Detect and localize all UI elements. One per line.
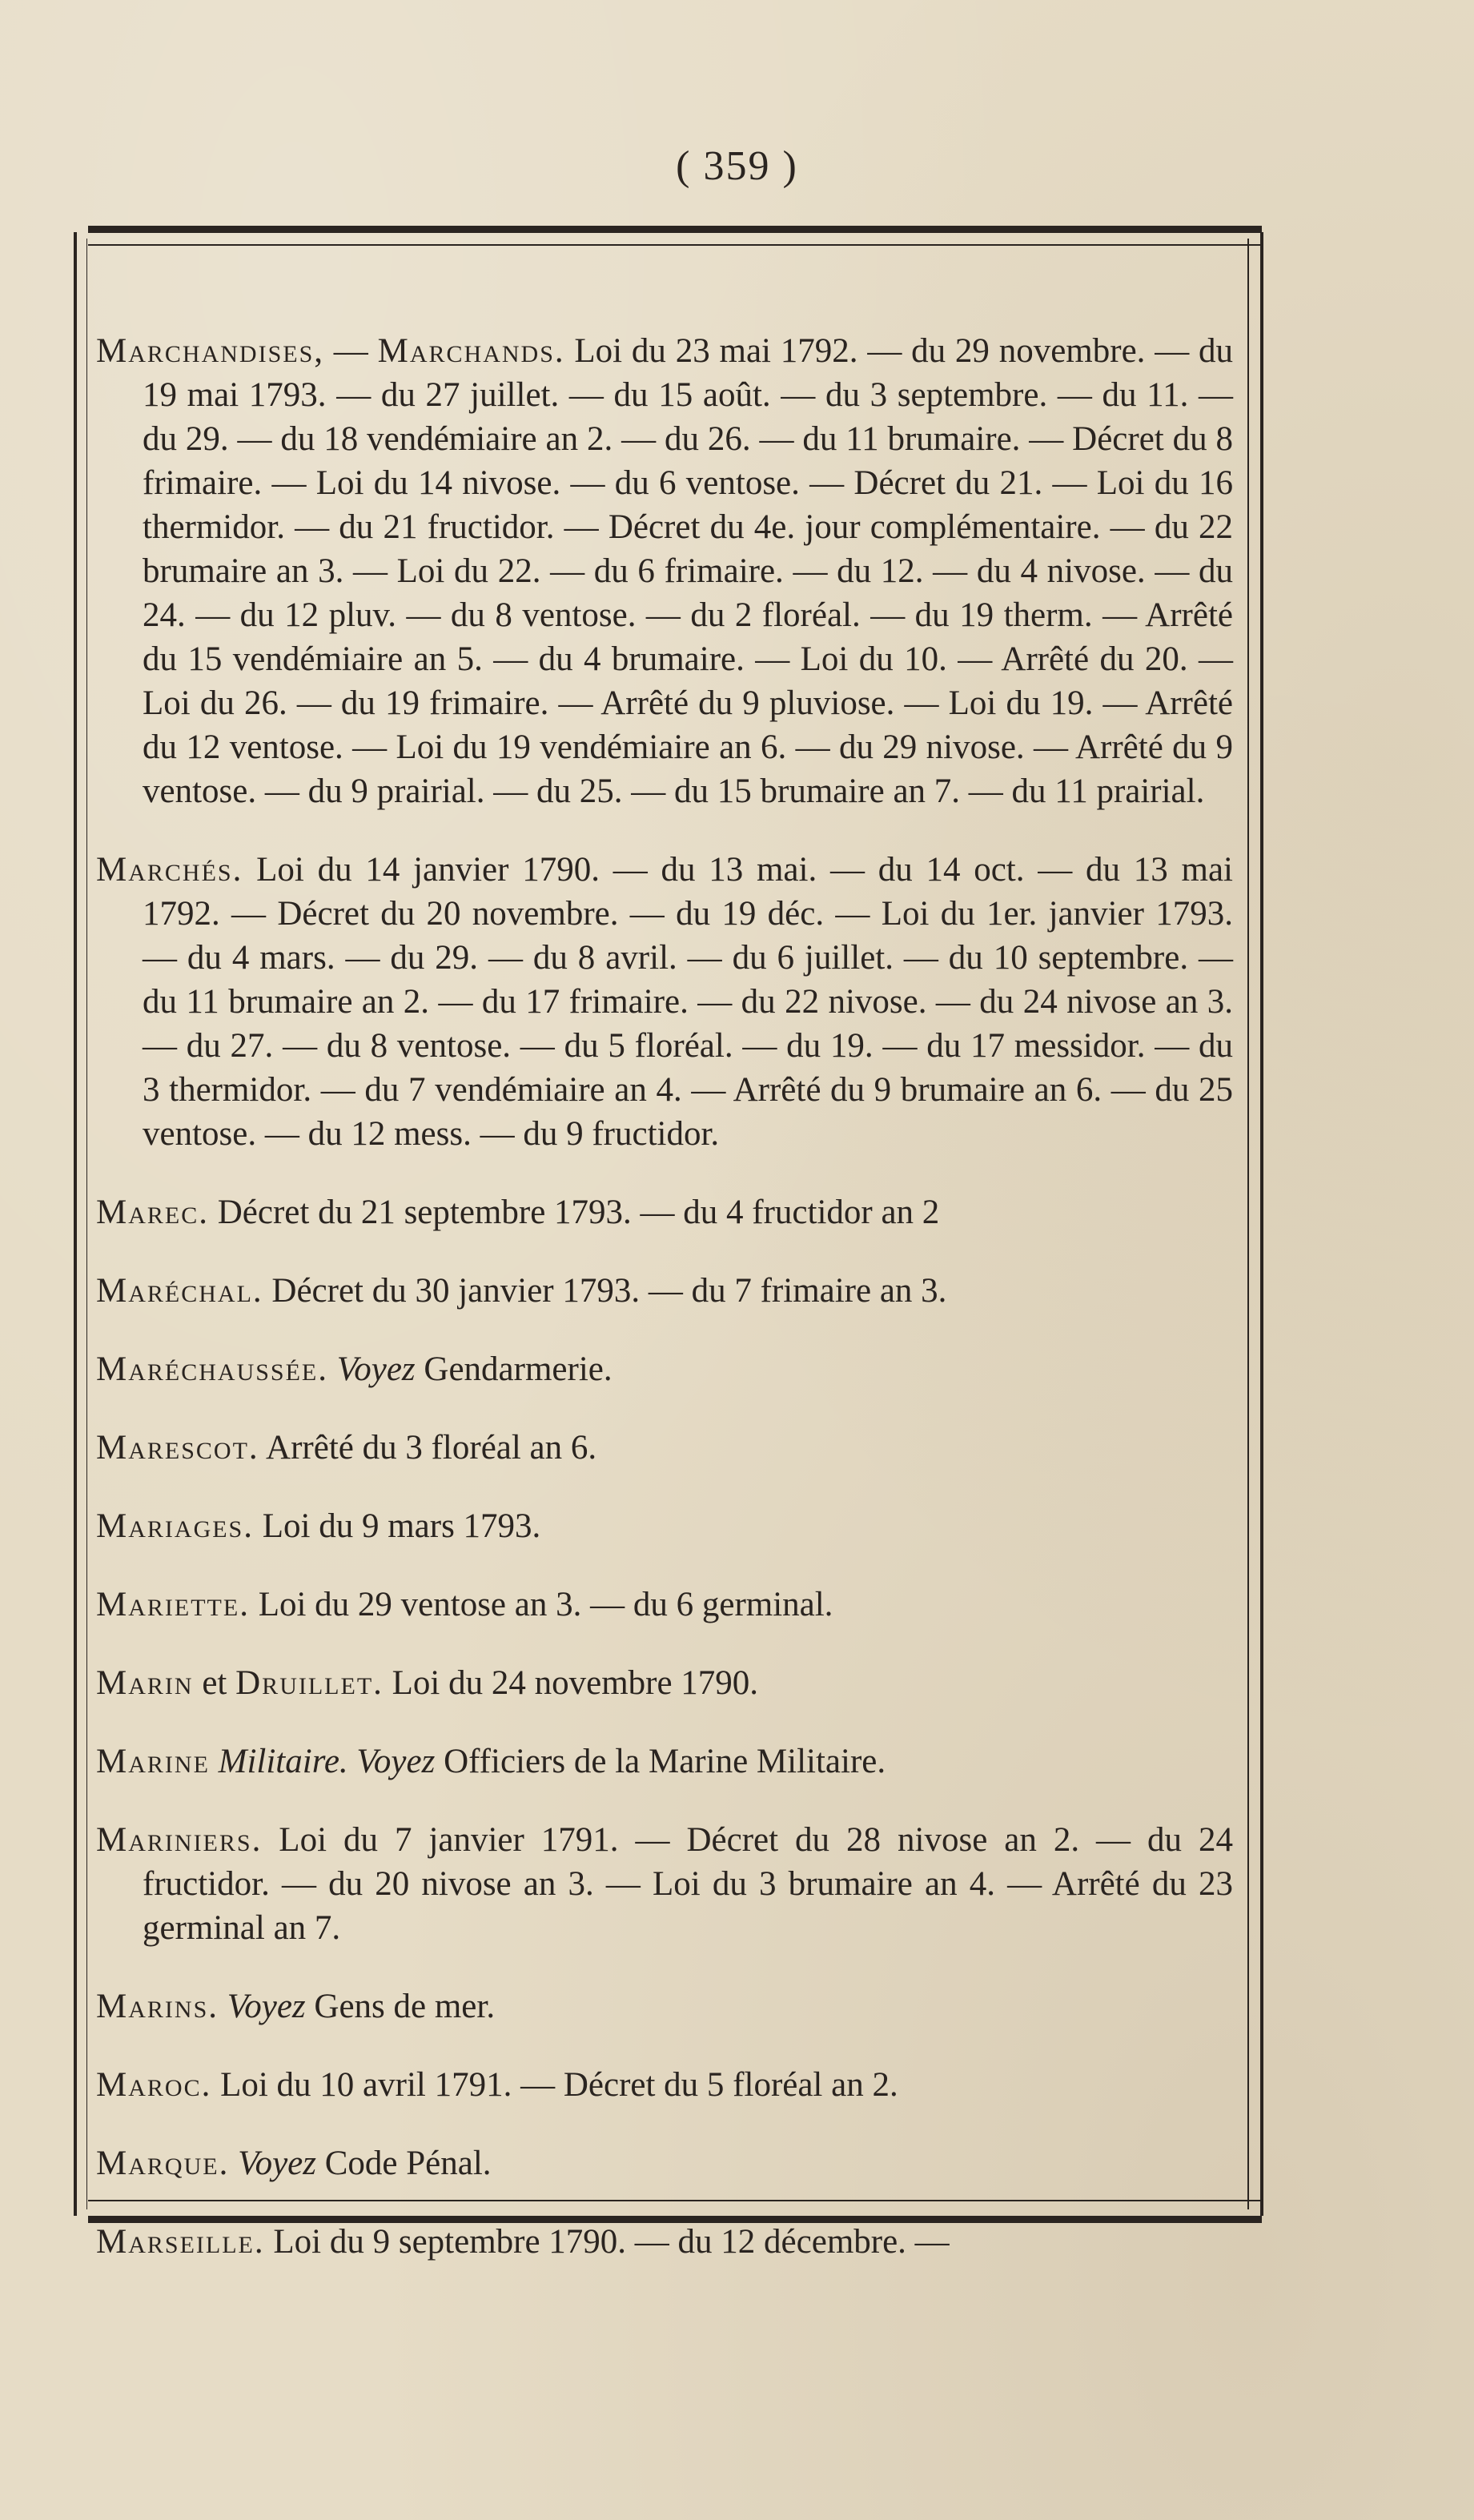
entry-heading: Maréchal. [96,1272,263,1310]
entry-italic-text: Militaire. Voyez [209,1743,436,1780]
entry-heading: Marescot. [96,1429,259,1467]
entry-marine-militaire [96,1740,1233,1784]
entry-heading-secondary: Marchands. [377,332,565,370]
entry-heading-secondary: Druillet. [235,1664,384,1702]
entry-text: Loi du 9 septembre 1790. — du 12 décembre. — [264,2223,950,2261]
entry-mariages [96,1504,1233,1548]
entry-heading: Marchandises, [96,332,325,370]
entry-text: Décret du 30 janvier 1793. — du 7 frimaire an 3. [263,1272,947,1310]
entry-marechaussee [96,1347,1233,1391]
entry-text: Officiers de la Marine Militaire. [435,1743,886,1780]
entry-marches [96,848,1233,1156]
entry-marescot [96,1426,1233,1470]
entry-text: Loi du 9 mars 1793. [254,1507,541,1545]
entry-heading: Marine [96,1743,210,1780]
entry-joiner: et [193,1664,236,1702]
entry-text: Gens de mer. [305,1988,496,2025]
entry-mariniers [96,1818,1233,1950]
entry-text: Loi du 14 janvier 1790. — du 13 mai. — du 14 oct. — du 13 mai 1792. — Décret du 20 novembre. — du 19 déc. — Loi du 1er. janvier 1793. — du 4 mars. — du 29. — du 8 avril. — du 6 juillet. — du 10 septembre. — du 11 brumaire an 2. — du 17 frimaire. — du 22 nivose. — du 24 nivose an 3. — du 27. — du 8 ventose. — du 5 floréal. — du 19. — du 17 messidor. — du 3 thermidor. — du 7 vendémiaire an 4. — Arrêté du 9 brumaire an 6. — du 25 ventose. — du 12 mess. — du 9 fructidor. [143,851,1233,1153]
index-entries [96,295,1233,2275]
entry-heading: Marin [96,1664,194,1702]
entry-marchandises [96,329,1233,813]
entry-text: Loi du 23 mai 1792. — du 29 novembre. — du 19 mai 1793. — du 27 juillet. — du 15 août. — du 3 septembre. — du 11. — du 29. — du 18 vendémiaire an 2. — du 26. — du 11 brumaire. — Décret du 8 frimaire. — Loi du 14 nivose. — du 6 ventose. — Décret du 21. — Loi du 16 thermidor. — du 21 fructidor. — Décret du 4e. jour complémentaire. — du 22 brumaire an 3. — Loi du 22. — du 6 frimaire. — du 12. — du 4 nivose. — du 24. — du 12 pluv. — du 8 ventose. — du 2 floréal. — du 19 therm. — Arrêté du 15 vendémiaire an 5. — du 4 brumaire. — Loi du 10. — Arrêté du 20. — Loi du 26. — du 19 frimaire. — Arrêté du 9 pluviose. — Loi du 19. — Arrêté du 12 ventose. — Loi du 19 vendémiaire an 6. — du 29 nivose. — Arrêté du 9 ventose. — du 9 prairial. — du 25. — du 15 brumaire an 7. — du 11 prairial. [143,332,1233,810]
entry-marin-druillet [96,1661,1233,1705]
entry-text: Code Pénal. [315,2145,492,2182]
entry-text: Arrêté du 3 floréal an 6. [259,1429,597,1467]
entry-heading: Maréchaussée. [96,1350,329,1388]
entry-heading: Marchés. [96,851,243,889]
entry-heading: Maroc. [96,2066,212,2104]
entry-joiner: — [324,332,378,370]
entry-text: Décret du 21 septembre 1793. — du 4 fructidor an 2 [209,1194,940,1231]
entry-heading: Marseille. [96,2223,265,2261]
entry-marque [96,2141,1233,2185]
entry-marins [96,1984,1233,2028]
entry-marec [96,1190,1233,1234]
entry-italic-text: Voyez [229,2145,316,2182]
entry-maroc [96,2063,1233,2107]
entry-italic-text: Voyez [219,1988,306,2025]
entry-italic-text: Voyez [328,1350,416,1388]
entry-heading: Marins. [96,1988,219,2025]
entry-text: Loi du 7 janvier 1791. — Décret du 28 nivose an 2. — du 24 fructidor. — du 20 nivose an 3. — Loi du 3 brumaire an 4. — Arrêté du 23 germinal an 7. [143,1821,1233,1947]
page-number: ( 359 ) [676,143,798,189]
entry-mariette [96,1583,1233,1627]
entry-heading: Marec. [96,1194,209,1231]
entry-heading: Marque. [96,2145,230,2182]
entry-marechal [96,1269,1233,1313]
entry-heading: Mariages. [96,1507,254,1545]
entry-heading: Mariette. [96,1586,250,1623]
entry-text: Loi du 24 novembre 1790. [383,1664,759,1702]
entry-text: Gendarmerie. [415,1350,612,1388]
entry-text: Loi du 10 avril 1791. — Décret du 5 floréal an 2. [211,2066,898,2104]
entry-text: Loi du 29 ventose an 3. — du 6 germinal. [249,1586,833,1623]
entry-heading: Mariniers. [96,1821,263,1859]
entry-marseille [96,2220,1233,2264]
